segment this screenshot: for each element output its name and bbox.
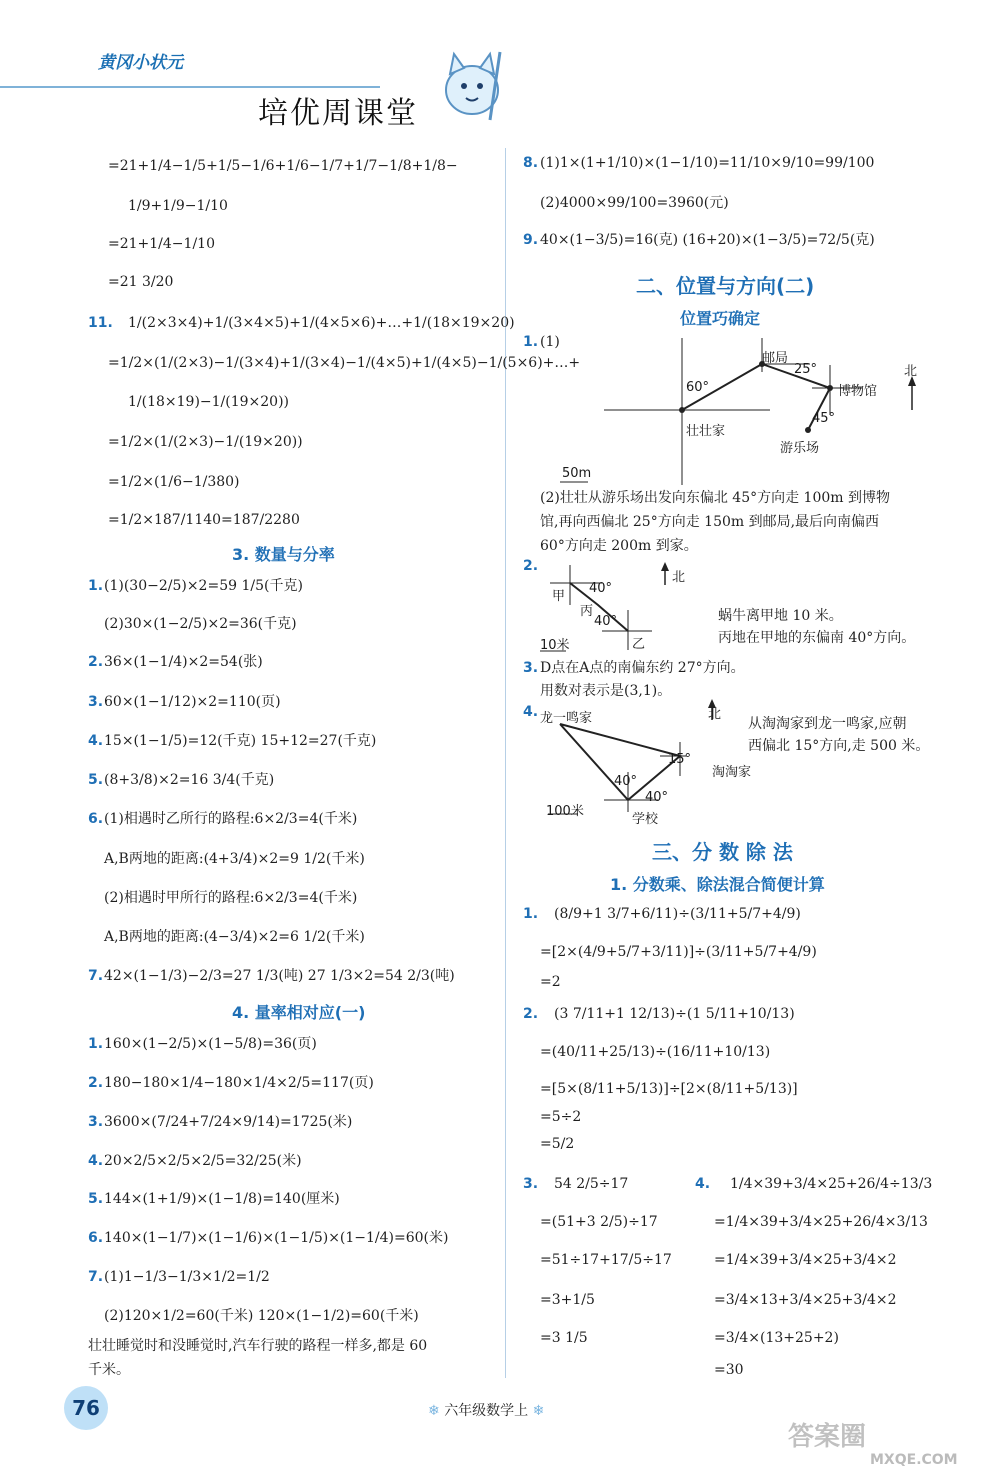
book-title [428,1400,544,1420]
text-line: A,B两地的距离:(4−3/4)×2=6 1/2(千米) [104,929,365,945]
map-label-home: 壮壮家 [686,424,726,439]
text-line: 1/4×39+3/4×25+26/4÷13/3 [730,1176,933,1192]
text-line: (1)相遇时乙所行的路程:6×2/3=4(千米) [104,811,358,827]
map-label-bing: 丙 [580,604,594,619]
section-title: 4. 量率相对应(一) [232,1003,366,1022]
question-number: 1. [88,1036,104,1052]
question-number: 2. [88,1075,104,1091]
angle-label: 40° [645,790,669,805]
book-title-text: 六年级数学上 [444,1403,529,1419]
map-label-taotao-home: 淘淘家 [712,765,752,780]
text-line: =3/4×(13+25+2) [714,1330,839,1346]
text-line: (2)30×(1−2/5)×2=36(千克) [104,616,297,632]
text-line: =[2×(4/9+5/7+3/11)]÷(3/11+5/7+4/9) [540,944,817,960]
snowflake-icon: ❄ [428,1403,440,1419]
map-label-long-home: 龙一鸣家 [540,711,593,726]
text-line: =30 [714,1362,744,1378]
text-line: 36×(1−1/4)×2=54(张) [104,654,263,670]
scale-label: 50m [562,466,592,481]
route-diagram-1 [540,330,940,500]
text-line: =21 3/20 [108,274,174,290]
page-number: 76 [64,1386,108,1430]
snowflake-icon: ❄ [532,1403,545,1419]
text-line: =1/2×187/1140=187/2280 [108,512,300,528]
question-number: 4. [88,733,104,749]
question-number: 3. [88,1114,104,1130]
text-line: 从淘淘家到龙一鸣家,应朝 [748,716,907,732]
text-line: =21+1/4−1/10 [108,236,215,252]
subsection-title: 位置巧确定 [680,309,761,328]
angle-label: 25° [794,362,818,377]
text-line: =2 [540,974,561,990]
map-label-post-office: 邮局 [762,351,789,366]
map-label-park: 游乐场 [780,441,820,456]
text-line: =1/2×(1/(2×3)−1/(3×4)+1/(3×4)−1/(4×5)+1/(4×5)−1/(5×6)+…+ [108,355,581,371]
map-label-yi: 乙 [632,637,646,652]
question-number: 6. [88,811,104,827]
text-line: 用数对表示是(3,1)。 [540,683,672,699]
text-line: 千米。 [88,1362,130,1378]
question-number: 3. [523,1176,539,1192]
text-line: 馆,再向西偏北 25°方向走 150m 到邮局,最后向南偏西 [540,514,880,530]
text-line: (2)相遇时甲所行的路程:6×2/3=4(千米) [104,890,358,906]
text-line: (1)(30−2/5)×2=59 1/5(千克) [104,578,303,594]
text-line: =3+1/5 [540,1292,595,1308]
scale-label: 10米 [540,638,570,653]
question-number: 9. [523,232,539,248]
text-line: =(40/11+25/13)÷(16/11+10/13) [540,1044,771,1060]
text-line: 144×(1+1/9)×(1−1/8)=140(厘米) [104,1191,340,1207]
text-line: 壮壮睡觉时和没睡觉时,汽车行驶的路程一样多,都是 60 [88,1338,428,1354]
map-label-school: 学校 [632,812,659,827]
angle-label: 60° [686,380,710,395]
page-title: 培优周课堂 [258,96,418,131]
text-line: (2)120×1/2=60(千米) 120×(1−1/2)=60(千米) [104,1308,419,1324]
text-line: =5÷2 [540,1109,582,1125]
text-line: 60×(1−1/12)×2=110(页) [104,694,281,710]
text-line: =(51+3 2/5)÷17 [540,1214,658,1230]
text-line: 丙地在甲地的东偏南 40°方向。 [718,630,916,646]
text-line: 西偏北 15°方向,走 500 米。 [748,738,930,754]
text-line: 15×(1−1/5)=12(千克) 15+12=27(千克) [104,733,377,749]
text-line: 140×(1−1/7)×(1−1/6)×(1−1/5)×(1−1/4)=60(米) [104,1230,449,1246]
text-line: 1/(18×19)−1/(19×20)) [128,394,290,410]
question-number: 1. [523,906,539,922]
cat-mascot-icon [432,40,512,126]
angle-label: 40° [589,581,613,596]
question-number: 6. [88,1230,104,1246]
question-number: 3. [523,660,539,676]
north-label: 北 [672,570,686,585]
section-title: 三、分 数 除 法 [652,840,793,864]
question-number: 1. [523,334,539,350]
question-number: 3. [88,694,104,710]
text-line: D点在A点的南偏东约 27°方向。 [540,660,745,676]
text-line: 蜗牛离甲地 10 米。 [718,608,843,624]
question-number: 8. [523,155,539,171]
text-line: (3 7/11+1 12/13)÷(1 5/11+10/13) [554,1006,795,1022]
text-line: A,B两地的距离:(4+3/4)×2=9 1/2(千米) [104,851,365,867]
angle-label: 40° [614,774,638,789]
text-line: =1/2×(1/(2×3)−1/(19×20)) [108,434,303,450]
column-divider [505,148,506,1378]
angle-label: 15° [668,752,692,767]
text-line: (1) [540,334,560,350]
text-line: (8+3/8)×2=16 3/4(千克) [104,772,275,788]
text-line: 1/(2×3×4)+1/(3×4×5)+1/(4×5×6)+…+1/(18×19×20) [128,315,515,331]
text-line: (1)1−1/3−1/3×1/2=1/2 [104,1269,270,1285]
text-line: (2)壮壮从游乐场出发向东偏北 45°方向走 100m 到博物 [540,490,890,506]
question-number: 4. [695,1176,711,1192]
text-line: 20×2/5×2/5×2/5=32/25(米) [104,1153,302,1169]
text-line: =1/2×(1/6−1/380) [108,474,240,490]
section-title: 3. 数量与分率 [232,545,335,564]
question-number: 2. [88,654,104,670]
text-line: 1/9+1/9−1/10 [128,198,228,214]
question-number: 4. [523,704,539,720]
text-line: 3600×(7/24+7/24×9/14)=1725(米) [104,1114,353,1130]
map-label-jia: 甲 [552,589,566,604]
text-line: 40×(1−3/5)=16(克) (16+20)×(1−3/5)=72/5(克) [540,232,875,248]
text-line: =21+1/4−1/5+1/5−1/6+1/6−1/7+1/7−1/8+1/8− [108,158,458,174]
north-label: 北 [708,707,722,722]
text-line: =3/4×13+3/4×25+3/4×2 [714,1292,897,1308]
question-number: 1. [88,578,104,594]
watermark-url: MXQE.COM [870,1452,958,1468]
subsection-title: 1. 分数乘、除法混合简便计算 [610,875,825,894]
text-line: 180−180×1/4−180×1/4×2/5=117(页) [104,1075,374,1091]
text-line: =1/4×39+3/4×25+26/4×3/13 [714,1214,928,1230]
question-number: 7. [88,1269,104,1285]
map-label-museum: 博物馆 [838,384,878,399]
text-line: =51÷17+17/5÷17 [540,1252,672,1268]
question-number: 7. [88,968,104,984]
brand-logo: 黄冈小状元 [98,53,183,73]
question-number: 11. [88,315,113,331]
scale-label: 100米 [546,804,584,819]
question-number: 2. [523,558,539,574]
angle-label: 40° [594,614,618,629]
text-line: =[5×(8/11+5/13)]÷[2×(8/11+5/13)] [540,1081,798,1097]
north-label: 北 [904,364,918,379]
question-number: 2. [523,1006,539,1022]
text-line: 54 2/5÷17 [554,1176,629,1192]
text-line: 60°方向走 200m 到家。 [540,538,698,554]
text-line: (8/9+1 3/7+6/11)÷(3/11+5/7+4/9) [554,906,801,922]
text-line: (1)1×(1+1/10)×(1−1/10)=11/10×9/10=99/100 [540,155,875,171]
text-line: 160×(1−2/5)×(1−5/8)=36(页) [104,1036,317,1052]
text-line: 42×(1−1/3)−2/3=27 1/3(吨) 27 1/3×2=54 2/3(吨) [104,968,455,984]
watermark-logo: 答案圈 [788,1422,867,1452]
section-title: 二、位置与方向(二) [636,274,815,298]
question-number: 5. [88,772,104,788]
question-number: 4. [88,1153,104,1169]
question-number: 5. [88,1191,104,1207]
text-line: =3 1/5 [540,1330,588,1346]
text-line: =1/4×39+3/4×25+3/4×2 [714,1252,897,1268]
text-line: =5/2 [540,1136,575,1152]
angle-label: 45° [812,411,836,426]
text-line: (2)4000×99/100=3960(元) [540,195,729,211]
